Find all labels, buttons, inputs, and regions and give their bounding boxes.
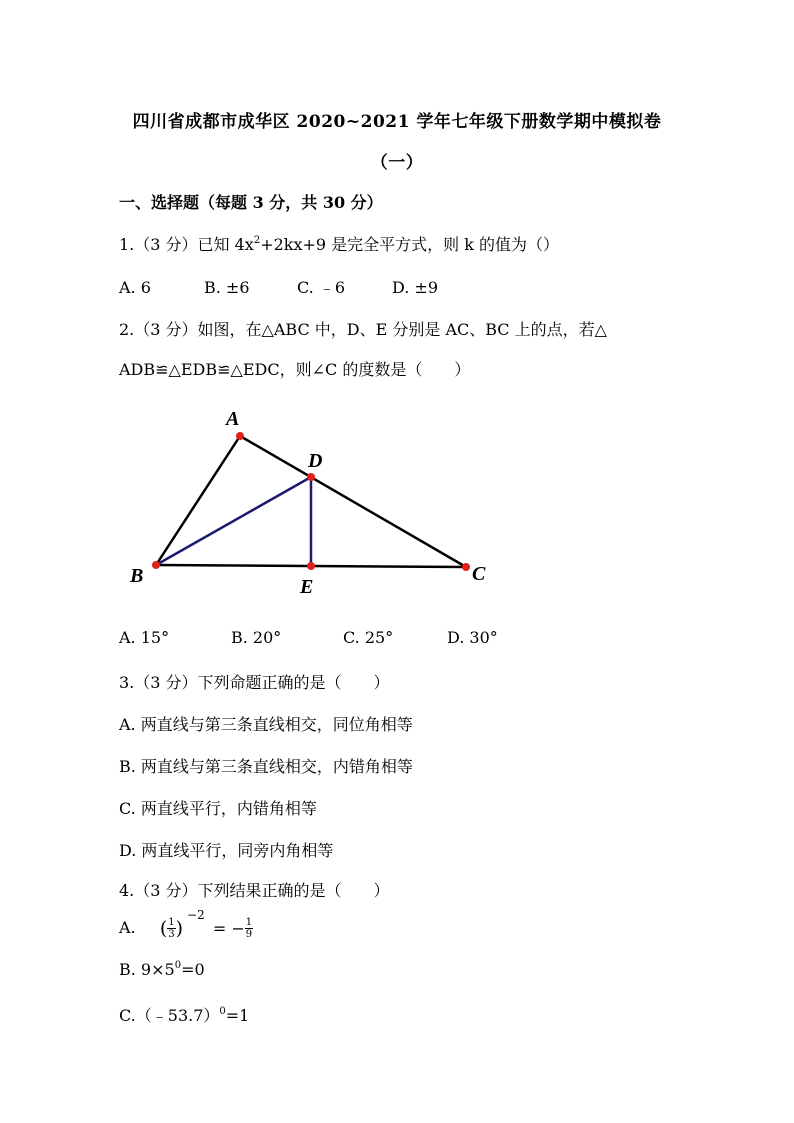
question-4-stem: 4.（3 分）下列结果正确的是（ ） [119, 881, 390, 900]
question-2-options [119, 628, 498, 647]
side-ac [240, 436, 466, 567]
page-title-suffix: （一） [370, 153, 424, 173]
section-heading: 一、选择题（每题 3 分，共 30 分） [119, 193, 383, 212]
q4-option-a[interactable]: A. ( $\frac{1}{3}$ )$^{-2}$ = − $\frac{1}{9}$ [119, 908, 253, 940]
q1-option-d[interactable]: D. ±9 [392, 278, 439, 297]
point-a [236, 432, 244, 440]
label-b: B [130, 565, 144, 587]
label-d: D [308, 450, 323, 472]
inner-segments [156, 477, 311, 566]
q4-option-b[interactable]: B. $9\times 5^0=0$ [119, 960, 205, 979]
q1-option-a[interactable]: A. 6 [119, 278, 151, 297]
q4-option-c[interactable]: C.（﹣53.7）$^0$=1 [119, 1006, 250, 1025]
label-a: A [226, 408, 240, 430]
fraction-one-ninth: $\frac{1}{9}$ [245, 917, 253, 940]
label-c: C [472, 563, 486, 585]
q1-option-b[interactable]: B. ±6 [204, 278, 250, 297]
close-paren: ) [175, 917, 184, 940]
question-2-stem-line2: ADB≌△EDB≌△EDC，则∠C 的度数是（ ） [119, 360, 471, 379]
page-title: 四川省成都市成华区 2020~2021 学年七年级下册数学期中模拟卷 [132, 112, 662, 132]
q3-option-b[interactable]: B. 两直线与第三条直线相交，内错角相等 [119, 757, 413, 776]
q1-option-c[interactable]: C. ﹣6 [297, 278, 346, 297]
segment-bd [156, 477, 311, 565]
point-c [462, 563, 470, 571]
q2-option-c[interactable]: C. 25° [343, 628, 394, 647]
question-1-stem: 1.（3 分）已知 $4x^2+2kx+9$ 是完全平方式，则 k 的值为（） [119, 235, 560, 254]
q4-option-a-label: A. [119, 918, 136, 937]
fraction-one-third: $\frac{1}{3}$ [168, 917, 175, 940]
q3-option-c[interactable]: C. 两直线平行，内错角相等 [119, 799, 317, 818]
q3-option-a[interactable]: A. 两直线与第三条直线相交，同位角相等 [119, 715, 413, 734]
q2-option-a[interactable]: A. 15° [119, 628, 170, 647]
open-paren: ( [159, 917, 168, 940]
point-b [152, 561, 160, 569]
side-ab [156, 436, 240, 565]
q2-option-b[interactable]: B. 20° [231, 628, 282, 647]
triangle-figure [110, 395, 510, 600]
question-1-options [119, 275, 438, 298]
question-2-stem-line1: 2.（3 分）如图，在△ABC 中，D、E 分别是 AC、BC 上的点，若△ [119, 320, 607, 339]
question-3-stem: 3.（3 分）下列命题正确的是（ ） [119, 673, 390, 692]
q3-option-d[interactable]: D. 两直线平行，同旁内角相等 [119, 841, 334, 860]
label-e: E [300, 576, 314, 598]
point-e [307, 562, 315, 570]
point-d [307, 473, 315, 481]
q2-option-d[interactable]: D. 30° [447, 628, 498, 647]
